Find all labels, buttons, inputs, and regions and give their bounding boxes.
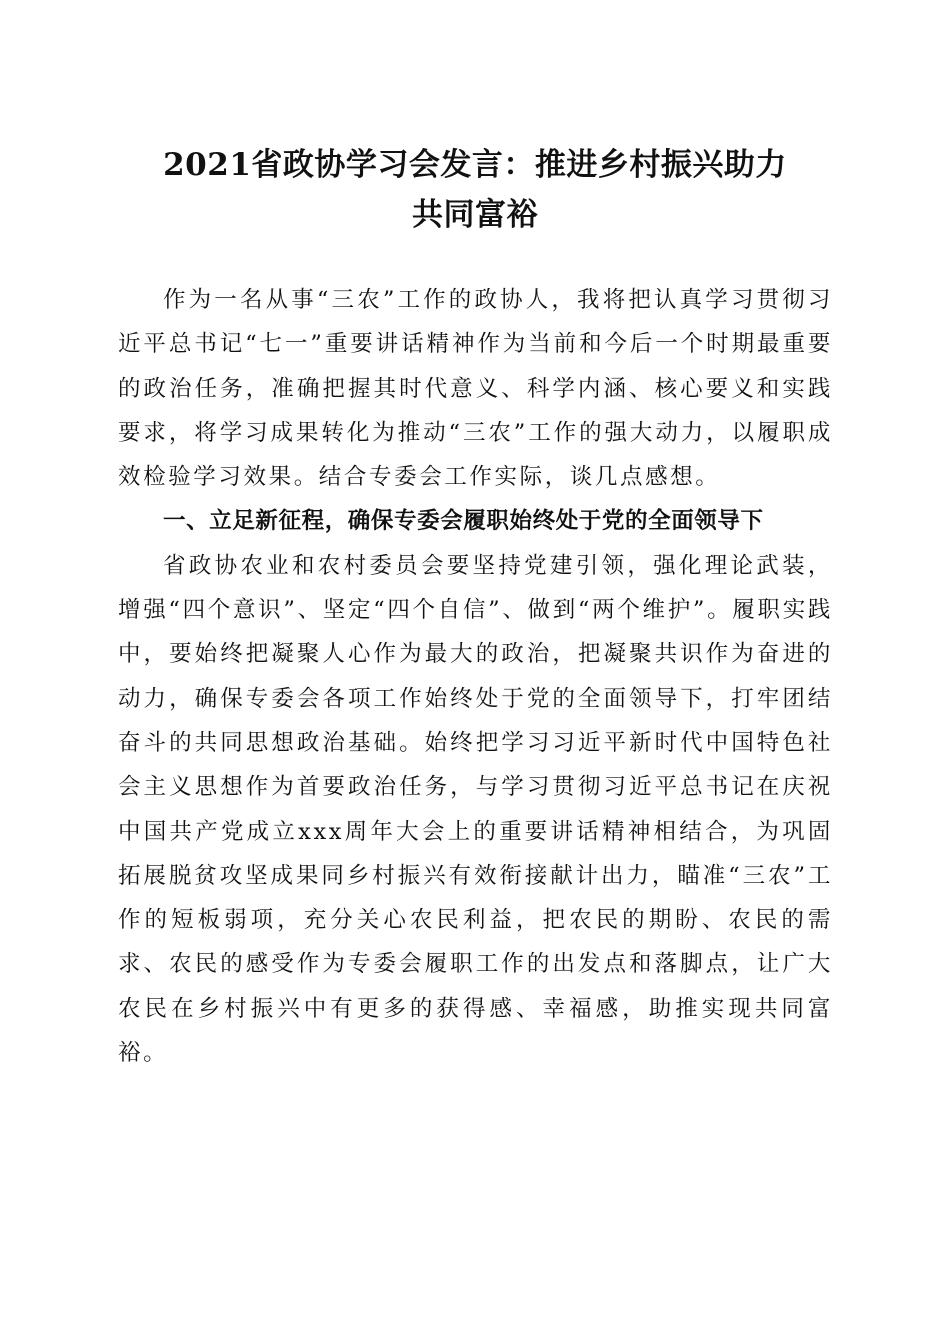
title-line-2: 共同富裕 [412, 197, 538, 233]
section-1-heading: 一、立足新征程，确保专委会履职始终处于党的全面领导下 [163, 508, 764, 535]
intro-paragraph: 作为一名从事“三农”工作的政协人，我将把认真学习贯彻习近平总书记“七一”重要讲话精神作为当前和今后一个时期最重要的政治任务，准确把握其时代意义、科学内涵、核心要义和实践要求，将学习成果转化为推动“三农”工作的强大动力，以履职成效检验学习效果。结合专委会工作实际，谈几点感想。 [118, 287, 833, 491]
title-line-1: 2021省政协学习会发言：推进乡村振兴助力 [163, 147, 787, 183]
document-body [118, 278, 833, 1075]
section-1-paragraph: 省政协农业和农村委员会要坚持党建引领，强化理论武装，增强“四个意识”、坚定“四个自信”、做到“两个维护”。履职实践中，要始终把凝聚人心作为最大的政治，把凝聚共识作为奋进的动力，确保专委会各项工作始终处于党的全面领导下，打牢团结奋斗的共同思想政治基础。始终把学习习近平新时代中国特色社会主义思想作为首要政治任务，与学习贯彻习近平总书记在庆祝中国共产党成立xxx周年大会上的重要讲话精神相结合，为巩固拓展脱贫攻坚成果同乡村振兴有效衔接献计出力，瞄准“三农”工作的短板弱项，充分关心农民利益，把农民的期盼、农民的需求、农民的感受作为专委会履职工作的出发点和落脚点，让广大农民在乡村振兴中有更多的获得感、幸福感，助推实现共同富裕。 [118, 552, 833, 1067]
page-title [110, 140, 840, 240]
